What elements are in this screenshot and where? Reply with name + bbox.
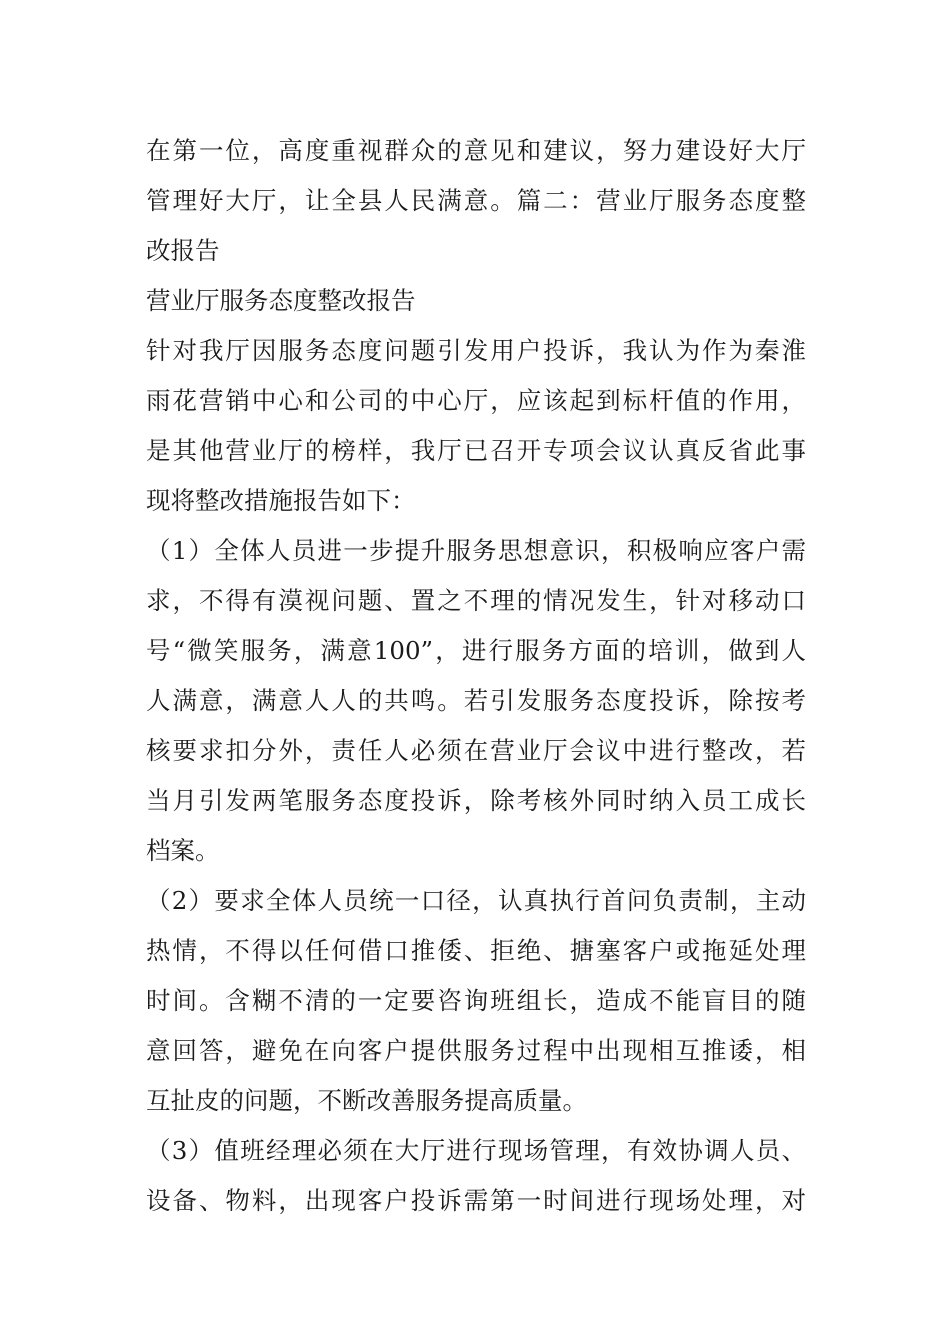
text-line: （3）值班经理必须在大厅进行现场管理，有效协调人员、	[146, 1136, 806, 1165]
text-line: 是其他营业厅的榜样，我厅已召开专项会议认真反省此事	[146, 436, 806, 465]
text-line: 时间。含糊不清的一定要咨询班组长，造成不能盲目的随	[146, 986, 806, 1015]
text-line: 雨花营销中心和公司的中心厅，应该起到标杆值的作用，	[146, 386, 806, 415]
text-line: 热情，不得以任何借口推倭、拒绝、搪塞客户或拖延处理	[146, 936, 806, 965]
text-line: 互扯皮的问题，不断改善服务提高质量。	[146, 1086, 587, 1115]
text-line: 改报告	[146, 236, 220, 265]
text-line: 现将整改措施报告如下：	[146, 486, 416, 515]
text-line: 核要求扣分外，责任人必须在营业厅会议中进行整改，若	[146, 736, 806, 765]
text-line: 针对我厅因服务态度问题引发用户投诉，我认为作为秦淮	[146, 336, 806, 365]
text-line: 人满意，满意人人的共鸣。若引发服务态度投诉，除按考	[146, 686, 806, 715]
text-line: （2）要求全体人员统一口径，认真执行首问负责制，主动	[146, 886, 806, 915]
section-heading: 营业厅服务态度整改报告	[146, 286, 416, 315]
text-line: 当月引发两笔服务态度投诉，除考核外同时纳入员工成长	[146, 786, 806, 815]
text-line: 求，不得有漠视问题、置之不理的情况发生，针对移动口	[146, 586, 806, 615]
text-line: 意回答，避免在向客户提供服务过程中出现相互推诿，相	[146, 1036, 806, 1065]
text-line: 设备、物料，出现客户投诉需第一时间进行现场处理，对	[146, 1186, 806, 1215]
text-line: 号“微笑服务，满意100”，进行服务方面的培训，做到人	[146, 636, 806, 665]
text-line: （1）全体人员进一步提升服务思想意识，积极响应客户需	[146, 536, 806, 565]
text-line: 档案。	[146, 836, 220, 865]
text-line: 管理好大厅，让全县人民满意。篇二：营业厅服务态度整	[146, 186, 806, 215]
text-line: 在第一位，高度重视群众的意见和建议，努力建设好大厅	[146, 136, 806, 165]
